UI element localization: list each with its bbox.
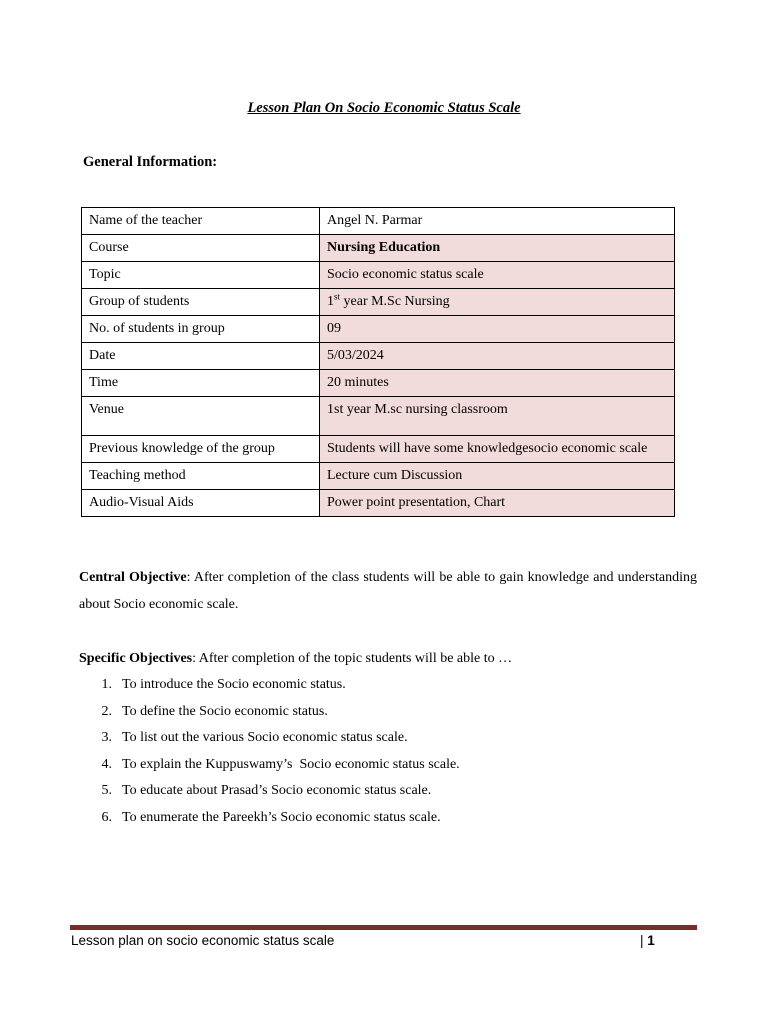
value-suffix: year M.Sc Nursing	[340, 294, 450, 309]
list-item-number: 2.	[101, 703, 112, 719]
list-item-number: 3.	[101, 730, 112, 745]
footer-divider	[70, 925, 697, 930]
row-label: Teaching method	[82, 463, 320, 490]
central-objective-text: : After completion of the class students will be able to gain knowledge and understanding about Socio economic scale.	[79, 570, 697, 612]
row-label: Group of students	[82, 289, 320, 316]
table-row-teacher	[82, 208, 675, 235]
list-item-text: To educate about Prasad’s Socio economic status scale.	[122, 783, 432, 798]
row-value: Socio economic status scale	[320, 262, 675, 289]
list-item	[79, 672, 460, 699]
list-item-number: 1.	[101, 677, 112, 692]
table-row-group	[82, 289, 675, 316]
table-row-student-count	[82, 316, 675, 343]
list-item-number: 6.	[101, 809, 112, 825]
row-value: 09	[320, 316, 675, 343]
row-label: Audio-Visual Aids	[82, 490, 320, 517]
row-label: Date	[82, 343, 320, 370]
list-item	[79, 752, 460, 779]
footer-separator: |	[640, 933, 648, 948]
row-value: Angel N. Parmar	[320, 208, 675, 235]
list-item-number: 5.	[101, 783, 112, 798]
list-item	[79, 778, 460, 805]
list-item-text: To list out the various Socio economic status scale.	[122, 730, 408, 745]
general-information-heading: General Information:	[83, 154, 218, 170]
row-label: Course	[82, 235, 320, 262]
table-row-audio-visual-aids	[82, 490, 675, 517]
specific-objectives-label: Specific Objectives	[79, 651, 193, 666]
row-value	[320, 289, 675, 316]
central-objective-paragraph	[79, 564, 697, 618]
specific-objectives-paragraph	[79, 645, 697, 672]
document-title: Lesson Plan On Socio Economic Status Scale	[247, 100, 521, 116]
row-value: Power point presentation, Chart	[320, 490, 675, 517]
row-value: 20 minutes	[320, 370, 675, 397]
table-row-time	[82, 370, 675, 397]
table-row-course	[82, 235, 675, 262]
list-item-text: To define the Socio economic status.	[122, 703, 328, 719]
table-row-topic	[82, 262, 675, 289]
general-information-table	[81, 207, 675, 517]
list-item-text: To introduce the Socio economic status.	[122, 677, 346, 692]
specific-objectives-intro: : After completion of the topic students will be able to …	[192, 651, 513, 666]
row-value: Nursing Education	[320, 235, 675, 262]
list-item	[79, 725, 460, 752]
row-label: Time	[82, 370, 320, 397]
table-row-date	[82, 343, 675, 370]
value-prefix: 1	[327, 294, 334, 309]
value-superscript: st	[334, 291, 341, 302]
footer-page-number	[640, 933, 655, 948]
list-item	[79, 699, 460, 726]
row-value: 1st year M.sc nursing classroom	[320, 397, 675, 436]
table-row-teaching-method	[82, 463, 675, 490]
row-label: Venue	[82, 397, 320, 436]
list-item-number: 4.	[101, 756, 112, 772]
table-row-previous-knowledge	[82, 436, 675, 463]
footer-title: Lesson plan on socio economic status scale	[71, 933, 335, 948]
table-row-venue	[82, 397, 675, 436]
central-objective-label: Central Objective	[79, 570, 187, 585]
row-value: Lecture cum Discussion	[320, 463, 675, 490]
row-label: Topic	[82, 262, 320, 289]
specific-objectives-list	[79, 672, 460, 831]
list-item-text: To explain the Kuppuswamy’s Socio economic status scale.	[122, 756, 460, 772]
row-value: Students will have some knowledgesocio economic scale	[320, 436, 675, 463]
list-item	[79, 805, 460, 832]
row-label: Previous knowledge of the group	[82, 436, 320, 463]
row-label: Name of the teacher	[82, 208, 320, 235]
list-item-text: To enumerate the Pareekh’s Socio economic status scale.	[122, 809, 441, 825]
row-value: 5/03/2024	[320, 343, 675, 370]
row-label: No. of students in group	[82, 316, 320, 343]
page-number: 1	[647, 933, 655, 948]
